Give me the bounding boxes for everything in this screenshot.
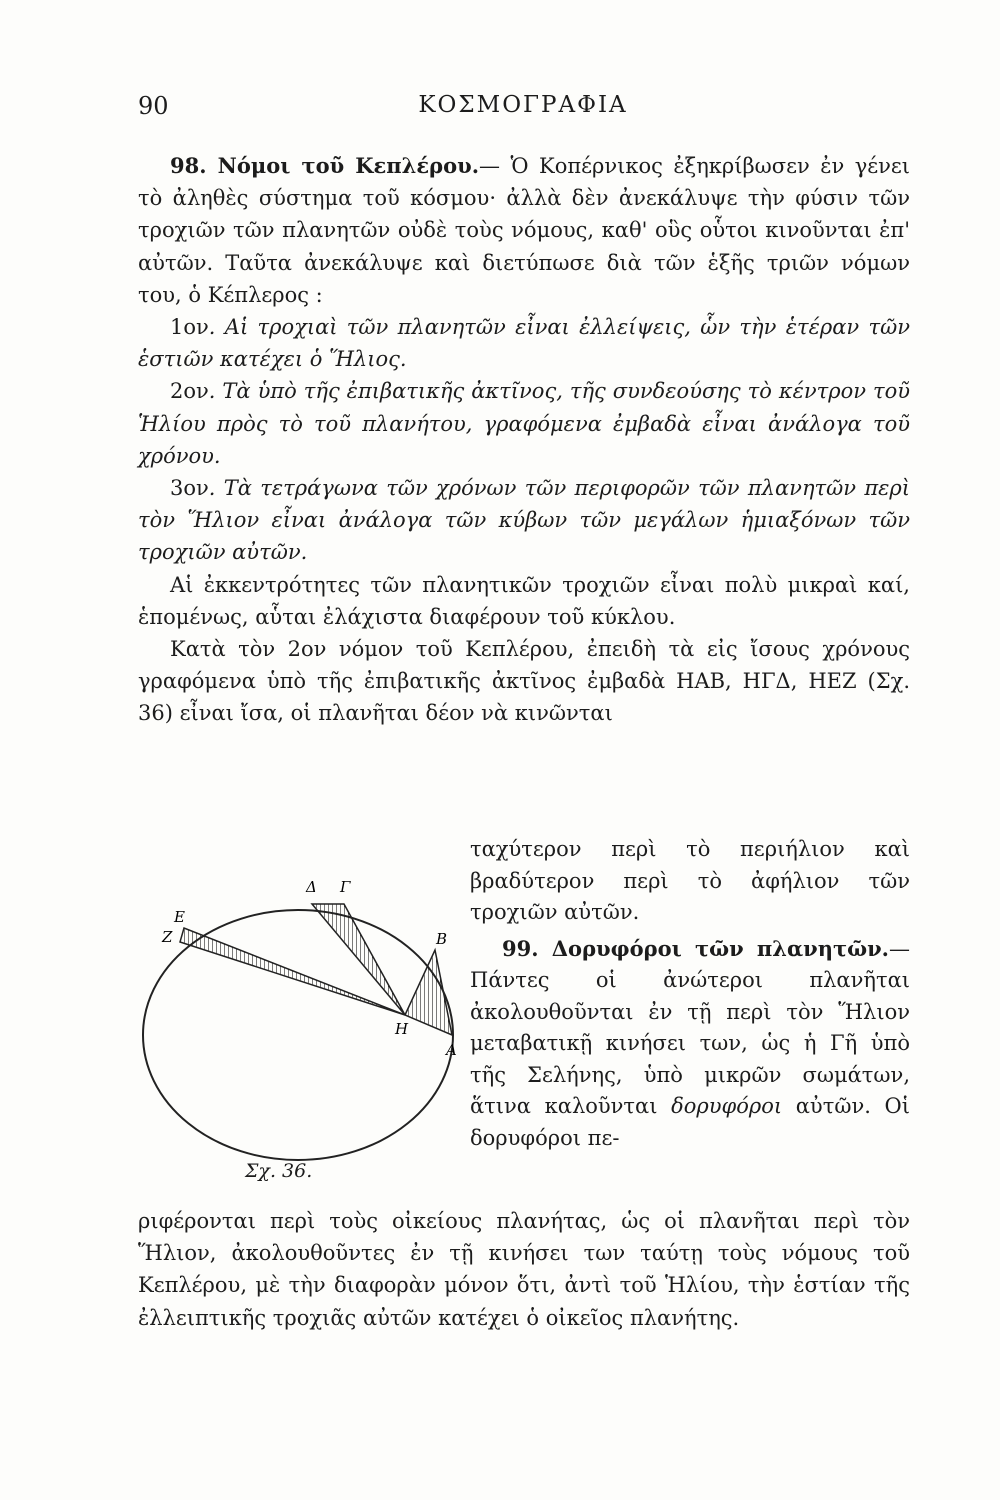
law-2-number: 2ον xyxy=(170,379,209,404)
label-eta: Η xyxy=(395,1020,409,1038)
section-98-intro-text: — Ὁ Κοπέρνικος ἐξηκρίβωσεν ἐν γένει τὸ ἀληθὲς σύστημα τοῦ κόσμου· ἀλλὰ δὲν ἀνεκάλυψε τὴν φύσιν τῶν τροχιῶν τῶν πλανητῶν οὐδὲ τοὺς νόμους, καθ' οὓς οὗτοι κινοῦνται ἐπ' αὐτῶν. Ταῦτα ἀνεκάλυψε καὶ διετύπωσε διὰ τῶν ἑξῆς τριῶν νόμων του, ὁ Κέπλερος : xyxy=(138,154,910,307)
second-law-continuation: ταχύτερον περὶ τὸ περιήλιον καὶ βραδύτερον περὶ τὸ ἀφήλιον τῶν τροχιῶν αὐτῶν. xyxy=(470,837,910,924)
satellites-term: δορυφόροι xyxy=(671,1094,783,1118)
main-text xyxy=(138,150,910,730)
running-title: ΚΟΣΜΟΓΡΑΦΙΑ xyxy=(418,92,628,118)
page-header xyxy=(138,92,908,122)
second-law-paragraph: Κατὰ τὸν 2ον νόμον τοῦ Κεπλέρου, ἐπειδὴ τὰ εἰς ἴσους χρόνους γραφόμενα ὑπὸ τῆς ἐπιβατικῆς ἀκτῖνος ἐμβαδὰ ΗΑΒ, ΗΓΔ, ΗΕΖ (Σχ. 36) εἶναι ἴσα, οἱ πλανῆται δέον νὰ κινῶνται xyxy=(138,637,910,726)
eccentricity-paragraph: Αἱ ἐκκεντρότητες τῶν πλανητικῶν τροχιῶν εἶναι πολὺ μικραὶ καί, ἑπομένως, αὗται ἐλάχιστα διαφέρουν τοῦ κύκλου. xyxy=(138,572,910,629)
law-2 xyxy=(138,375,910,472)
label-beta: Β xyxy=(436,930,448,948)
section-99-heading: 99. Δορυφόροι τῶν πλανητῶν. xyxy=(502,935,889,961)
area-hab xyxy=(405,950,452,1035)
section-98-heading: 98. Νόμοι τοῦ Κεπλέρου. xyxy=(170,153,480,178)
law-3 xyxy=(138,472,910,569)
section-99-start xyxy=(470,933,910,1155)
label-delta: Δ xyxy=(306,878,317,896)
law-3-text: . Τὰ τετράγωνα τῶν χρόνων τῶν περιφορῶν τῶν πλανητῶν περὶ τὸν Ἥλιον εἶναι ἀνάλογα τῶν κύβων τῶν μεγάλων ἡμιαξόνων τῶν τροχιῶν αὐτῶν. xyxy=(138,476,910,565)
law-1-text: . Αἱ τροχιαὶ τῶν πλανητῶν εἶναι ἐλλείψεις, ὧν τὴν ἑτέραν τῶν ἑστιῶν κατέχει ὁ Ἥλιος. xyxy=(138,315,910,372)
section-99-wrap-end: αὐτῶν. Οἱ δορυφόροι πε- xyxy=(470,1094,910,1150)
label-epsilon: Ε xyxy=(174,908,185,926)
label-zeta: Ζ xyxy=(162,928,173,946)
label-gamma: Γ xyxy=(340,878,351,896)
figure-caption: Σχ. 36. xyxy=(245,1160,313,1182)
wrapped-text-column xyxy=(470,834,910,1154)
law-3-number: 3ον xyxy=(170,476,209,501)
section-99-wrap-text: — Πάντες οἱ ἀνώτεροι πλανῆται ἀκολουθοῦνται ἐν τῇ περὶ τὸν Ἥλιον μεταβατικῇ κινήσει των, ὡς ἡ Γῆ ὑπὸ τῆς Σελήνης, ὑπὸ μικρῶν σωμάτων, ἅτινα καλοῦνται xyxy=(470,936,910,1118)
page-number: 90 xyxy=(138,92,169,120)
law-2-text: . Τὰ ὑπὸ τῆς ἐπιβατικῆς ἀκτῖνος, τῆς συνδεούσης τὸ κέντρον τοῦ Ἡλίου πρὸς τὸ τοῦ πλανήτου, γραφόμενα ἐμβαδὰ εἶναι ἀνάλογα τοῦ χρόνου. xyxy=(138,379,910,468)
label-alpha: Α xyxy=(446,1041,457,1059)
section-99-continuation: ριφέρονται περὶ τοὺς οἰκείους πλανήτας, ὡς οἱ πλανῆται περὶ τὸν Ἥλιον, ἀκολουθοῦντες ἐν τῇ κινήσει των ταύτῃ τοὺς νόμους τοῦ Κεπλέρου, μὲ τὴν διαφορὰν μόνον ὅτι, ἀντὶ τοῦ Ἡλίου, τὴν ἑστίαν τῆς ἐλλειπτικῆς τροχιᾶς αὐτῶν κατέχει ὁ οἰκεῖος πλανήτης. xyxy=(138,1209,910,1330)
kepler-orbit-figure xyxy=(140,870,470,1190)
law-1-number: 1ον xyxy=(170,315,209,340)
section-98-intro xyxy=(138,150,910,311)
law-1 xyxy=(138,311,910,375)
